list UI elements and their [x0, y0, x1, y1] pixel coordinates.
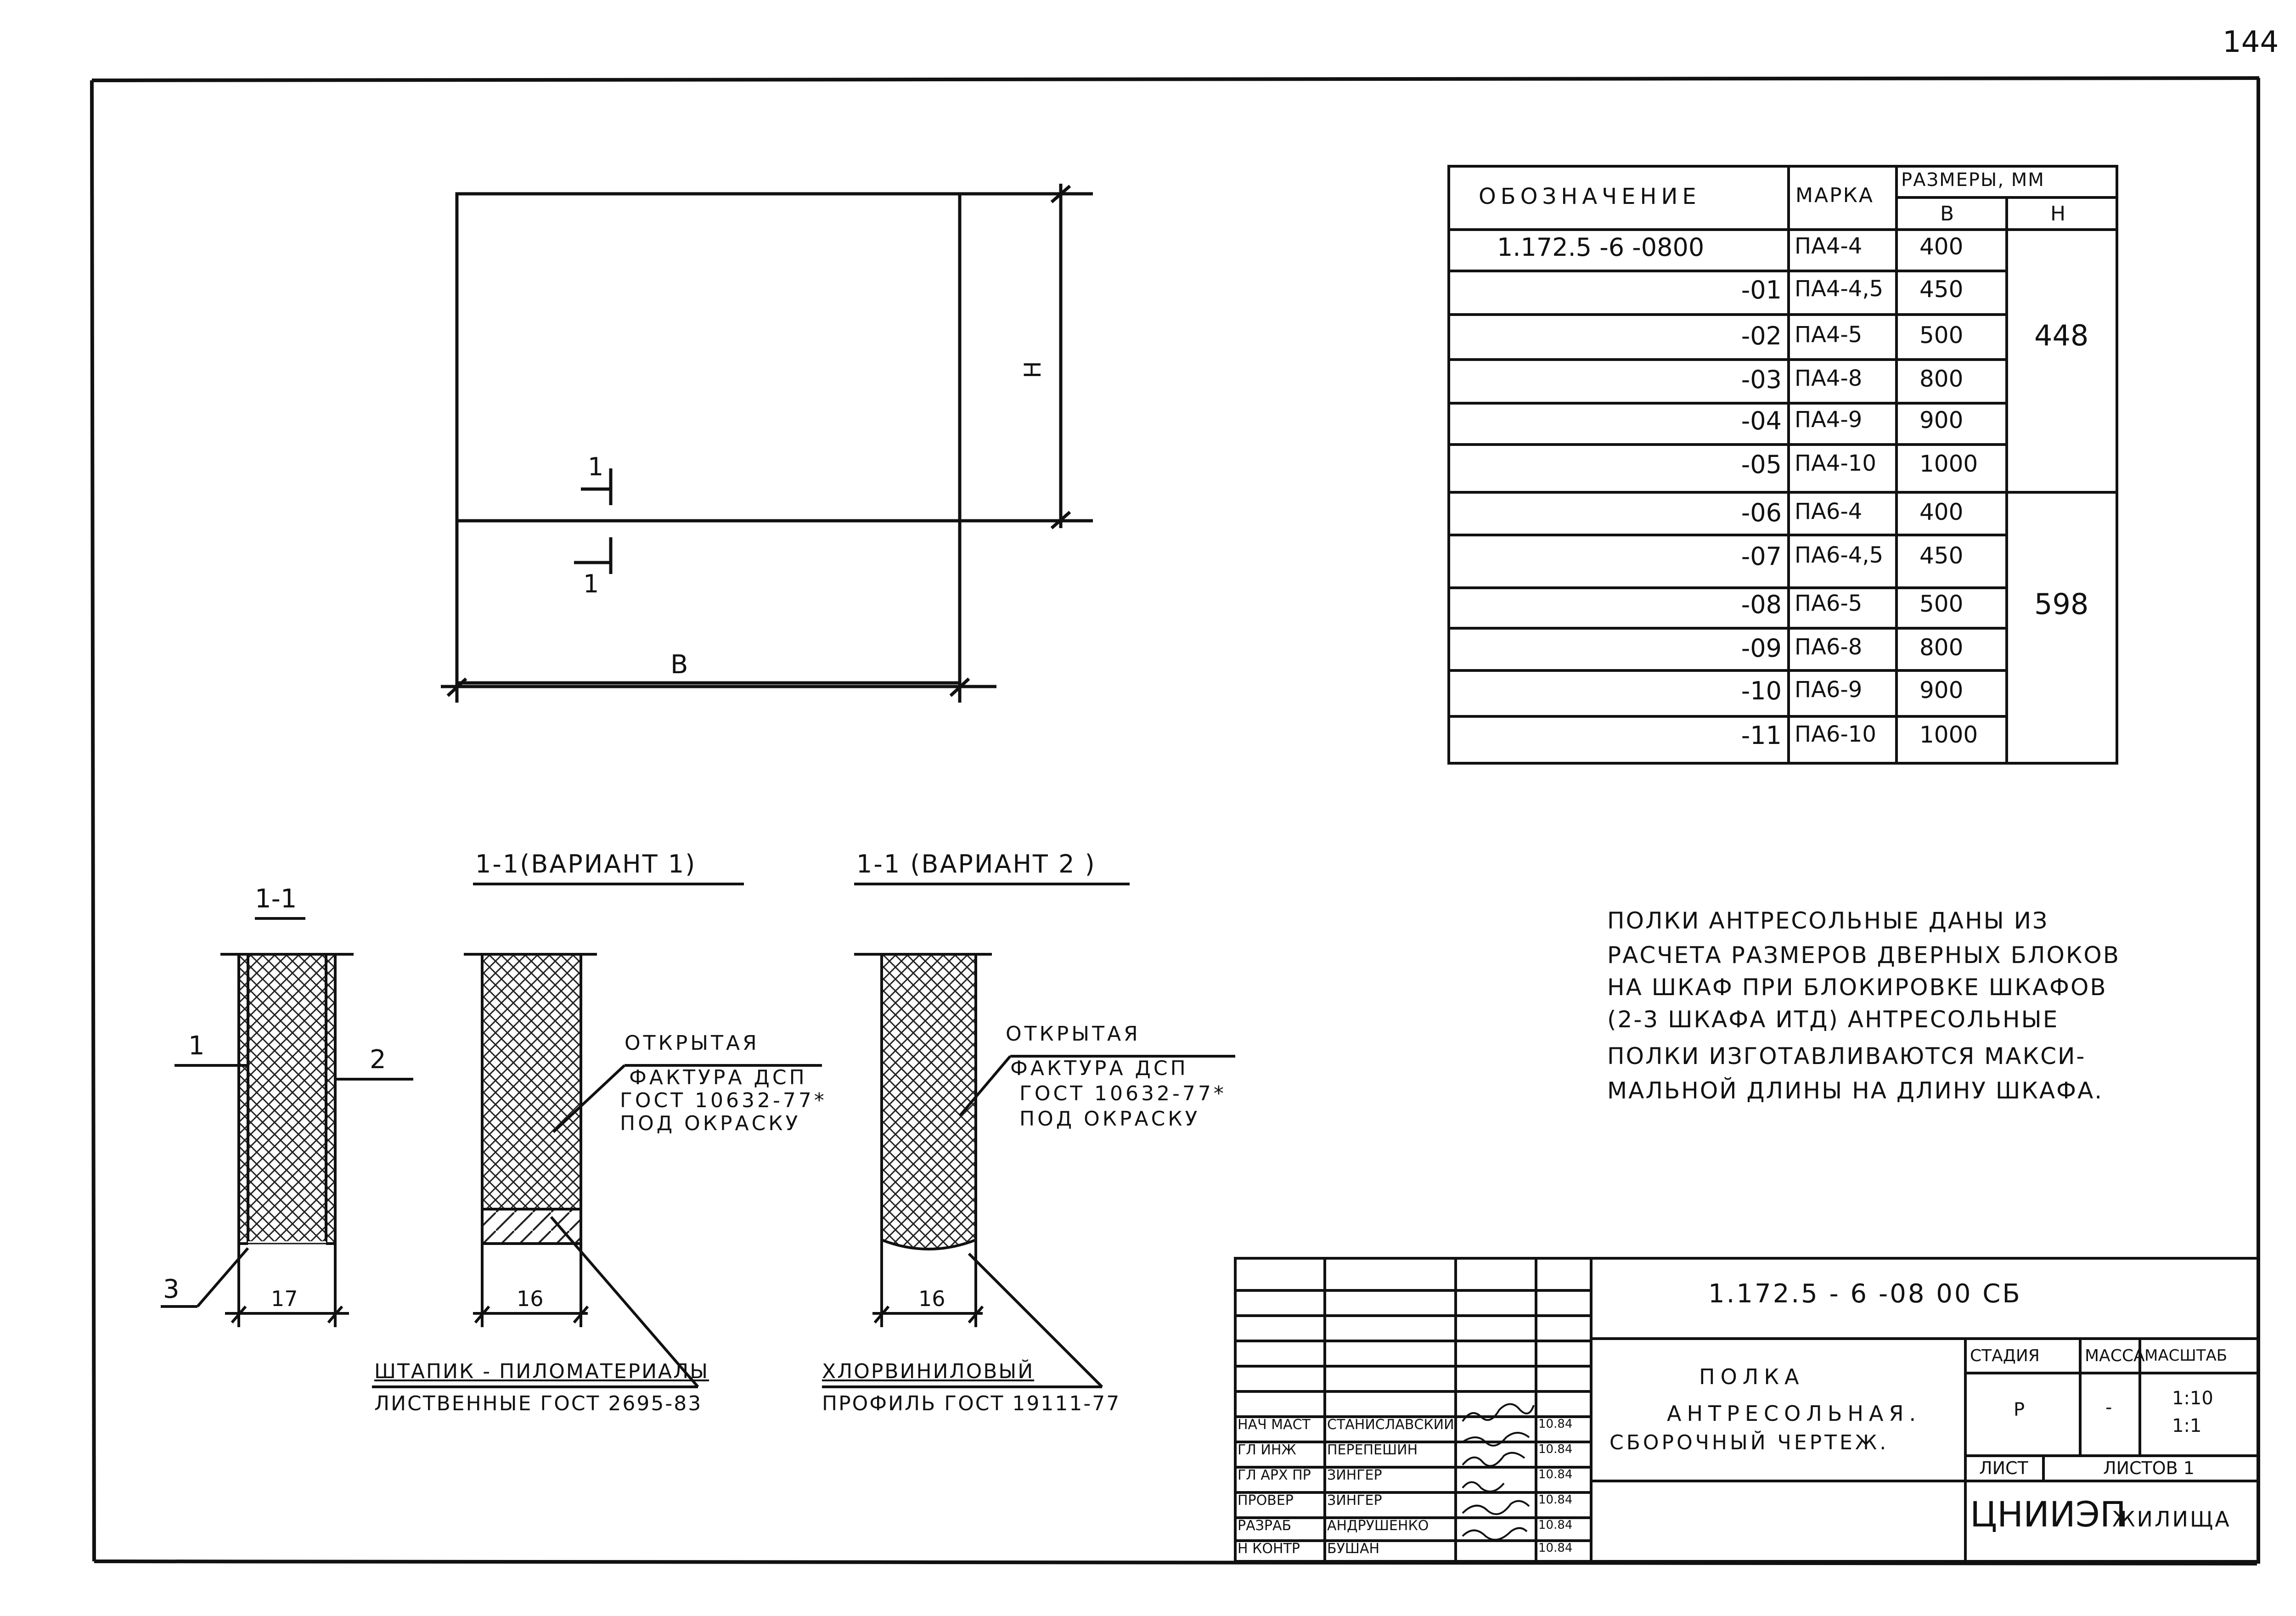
note-line-2: РАСЧЕТА РАЗМЕРОВ ДВЕРНЫХ БЛОКОВ: [1607, 942, 2120, 968]
spec-row-designation: -04: [1741, 406, 1782, 435]
section-1: [161, 918, 413, 1327]
note-line-6: МАЛЬНОЙ ДЛИНЫ НА ДЛИНУ ШКАФА.: [1607, 1077, 2104, 1104]
plan-dim-h-label: Н: [1019, 361, 1046, 378]
spec-row-b: 400: [1919, 233, 1964, 260]
spec-row-b: 450: [1919, 276, 1964, 303]
spec-header-h: Н: [2050, 202, 2066, 225]
plan-dim-b-label: В: [670, 650, 688, 680]
note-line-3: НА ШКАФ ПРИ БЛОКИРОВКЕ ШКАФОВ: [1607, 974, 2107, 1001]
signature-scribbles: [1463, 1404, 1534, 1540]
spec-row-mark: ПА4-4,5: [1795, 276, 1884, 302]
spec-h-group-2: 598: [2034, 587, 2089, 621]
spec-row-mark: ПА4-10: [1795, 450, 1876, 476]
spec-row-mark: ПА4-5: [1795, 322, 1863, 348]
spec-row-mark: ПА6-4,5: [1795, 542, 1884, 568]
title-doc-code: 1.172.5 - 6 -08 00 СБ: [1708, 1279, 2022, 1309]
page-number: 144: [2223, 25, 2279, 59]
signature-date: 10.84: [1538, 1468, 1573, 1481]
signature-date: 10.84: [1538, 1417, 1573, 1431]
spec-row-b: 900: [1919, 677, 1964, 704]
signature-role: РАЗРАБ: [1238, 1518, 1292, 1534]
signature-name: АНДРУШЕНКО: [1327, 1518, 1429, 1534]
spec-row-mark: ПА6-8: [1795, 634, 1863, 660]
section-3-note-3: ГОСТ 10632-77*: [1019, 1082, 1227, 1105]
spec-row-b: 400: [1919, 499, 1964, 525]
title-name-3: СБОРОЧНЫЙ ЧЕРТЕЖ.: [1609, 1431, 1889, 1454]
title-stage-label: СТАДИЯ: [1970, 1346, 2040, 1365]
section-2-note-1: ОТКРЫТАЯ: [625, 1031, 760, 1055]
section-3: [822, 884, 1235, 1387]
section-1-callout-2: 2: [370, 1045, 386, 1075]
spec-row-b: 1000: [1919, 721, 1978, 748]
section-3-note-4: ПОД ОКРАСКУ: [1019, 1107, 1200, 1131]
spec-row-mark: ПА4-9: [1795, 407, 1863, 433]
title-mass-label: МАССА: [2085, 1346, 2145, 1365]
spec-row-b: 800: [1919, 634, 1964, 661]
title-mass-value: -: [2105, 1397, 2112, 1418]
spec-row-b: 450: [1919, 542, 1964, 569]
section-2-note-3: ГОСТ 10632-77*: [620, 1089, 827, 1112]
spec-row-designation: -03: [1741, 365, 1782, 394]
spec-header-b: В: [1940, 202, 1954, 225]
spec-header-mark: МАРКА: [1795, 184, 1874, 207]
signature-date: 10.84: [1538, 1518, 1573, 1532]
signature-role: НАЧ МАСТ: [1238, 1417, 1311, 1433]
spec-row-mark: ПА4-4: [1795, 233, 1863, 259]
section-3-title: 1-1 (ВАРИАНТ 2 ): [856, 850, 1096, 878]
note-line-4: (2-3 ШКАФА ИТД) АНТРЕСОЛЬНЫЕ: [1607, 1006, 2059, 1033]
signature-name: БУШАН: [1327, 1541, 1380, 1557]
signature-name: ЗИНГЕР: [1327, 1467, 1382, 1483]
section-1-width: 17: [271, 1286, 298, 1311]
spec-row-designation: -09: [1741, 634, 1782, 663]
title-scale-value-1: 1:10: [2172, 1388, 2213, 1409]
signature-date: 10.84: [1538, 1493, 1573, 1507]
section-1-title: 1-1: [255, 884, 297, 914]
signature-date: 10.84: [1538, 1541, 1573, 1555]
section-mark-top: 1: [588, 452, 604, 481]
section-2: [372, 884, 822, 1387]
title-sheet-label: ЛИСТ: [1979, 1458, 2028, 1478]
spec-row-designation: -08: [1741, 590, 1782, 619]
section-3-width: 16: [918, 1286, 945, 1311]
spec-row-b: 500: [1919, 591, 1964, 617]
spec-row-mark: ПА6-9: [1795, 677, 1863, 703]
spec-row-mark: ПА6-10: [1795, 721, 1876, 747]
spec-row-designation: -07: [1741, 542, 1782, 571]
spec-row-b: 1000: [1919, 450, 1978, 477]
section-2-bottom-note-1: ШТАПИК - ПИЛОМАТЕРИАЛЫ: [374, 1360, 709, 1383]
section-3-note-2: ФАКТУРА ДСП: [1010, 1057, 1188, 1080]
title-name-2: АНТРЕСОЛЬНАЯ.: [1667, 1401, 1922, 1426]
signature-name: ЗИНГЕР: [1327, 1492, 1382, 1509]
spec-header-dimensions: РАЗМЕРЫ, ММ: [1901, 169, 2045, 191]
section-2-title: 1-1(ВАРИАНТ 1): [475, 850, 697, 878]
signature-name: ПЕРЕПЕШИН: [1327, 1442, 1418, 1458]
title-scale-value-2: 1:1: [2172, 1415, 2202, 1436]
note-line-5: ПОЛКИ ИЗГОТАВЛИВАЮТСЯ МАКСИ-: [1607, 1043, 2086, 1070]
title-name-1: ПОЛКА: [1699, 1364, 1805, 1389]
spec-row-mark: ПА6-5: [1795, 591, 1863, 616]
title-stage-value: Р: [2014, 1399, 2025, 1420]
spec-row-designation: -05: [1741, 450, 1782, 479]
section-1-callout-3: 3: [163, 1274, 180, 1304]
signature-role: ГЛ АРХ ПР: [1238, 1467, 1311, 1483]
section-2-note-2: ФАКТУРА ДСП: [629, 1066, 807, 1089]
spec-row-b: 500: [1919, 322, 1964, 349]
spec-row-designation: -11: [1741, 721, 1782, 750]
section-3-note-1: ОТКРЫТАЯ: [1006, 1022, 1141, 1046]
title-scale-label: МАСШТАБ: [2144, 1346, 2228, 1365]
spec-row-mark: ПА4-8: [1795, 366, 1863, 391]
title-org-suffix: ЖИЛИЩА: [2112, 1507, 2231, 1532]
signature-role: Н КОНТР: [1238, 1541, 1300, 1557]
spec-row-designation: -02: [1741, 321, 1782, 350]
signature-role: ПРОВЕР: [1238, 1492, 1294, 1509]
section-2-width: 16: [517, 1286, 544, 1311]
title-org: ЦНИИЭП: [1970, 1494, 2127, 1535]
spec-row-designation: 1.172.5 -6 -0800: [1497, 233, 1705, 262]
section-1-callout-1: 1: [188, 1031, 205, 1061]
signature-date: 10.84: [1538, 1442, 1573, 1456]
spec-row-b: 800: [1919, 366, 1964, 392]
signature-name: СТАНИСЛАВСКИЙ: [1327, 1417, 1454, 1433]
spec-row-designation: -10: [1741, 676, 1782, 705]
spec-row-b: 900: [1919, 407, 1964, 434]
section-2-note-4: ПОД ОКРАСКУ: [620, 1112, 801, 1135]
section-3-bottom-note-1: ХЛОРВИНИЛОВЫЙ: [822, 1360, 1035, 1383]
spec-h-group-1: 448: [2034, 319, 2089, 352]
note-line-1: ПОЛКИ АНТРЕСОЛЬНЫЕ ДАНЫ ИЗ: [1607, 907, 2049, 934]
spec-row-designation: -01: [1741, 276, 1782, 304]
section-3-bottom-note-2: ПРОФИЛЬ ГОСТ 19111-77: [822, 1392, 1121, 1415]
title-sheets-label: ЛИСТОВ 1: [2103, 1458, 2195, 1478]
plan-view: [441, 184, 1093, 703]
spec-header-designation: ОБОЗНАЧЕНИЕ: [1479, 184, 1701, 209]
section-mark-bottom: 1: [583, 569, 599, 598]
signature-role: ГЛ ИНЖ: [1238, 1442, 1296, 1458]
section-2-bottom-note-2: ЛИСТВЕННЫЕ ГОСТ 2695-83: [374, 1392, 703, 1415]
spec-row-mark: ПА6-4: [1795, 499, 1863, 524]
spec-row-designation: -06: [1741, 498, 1782, 527]
